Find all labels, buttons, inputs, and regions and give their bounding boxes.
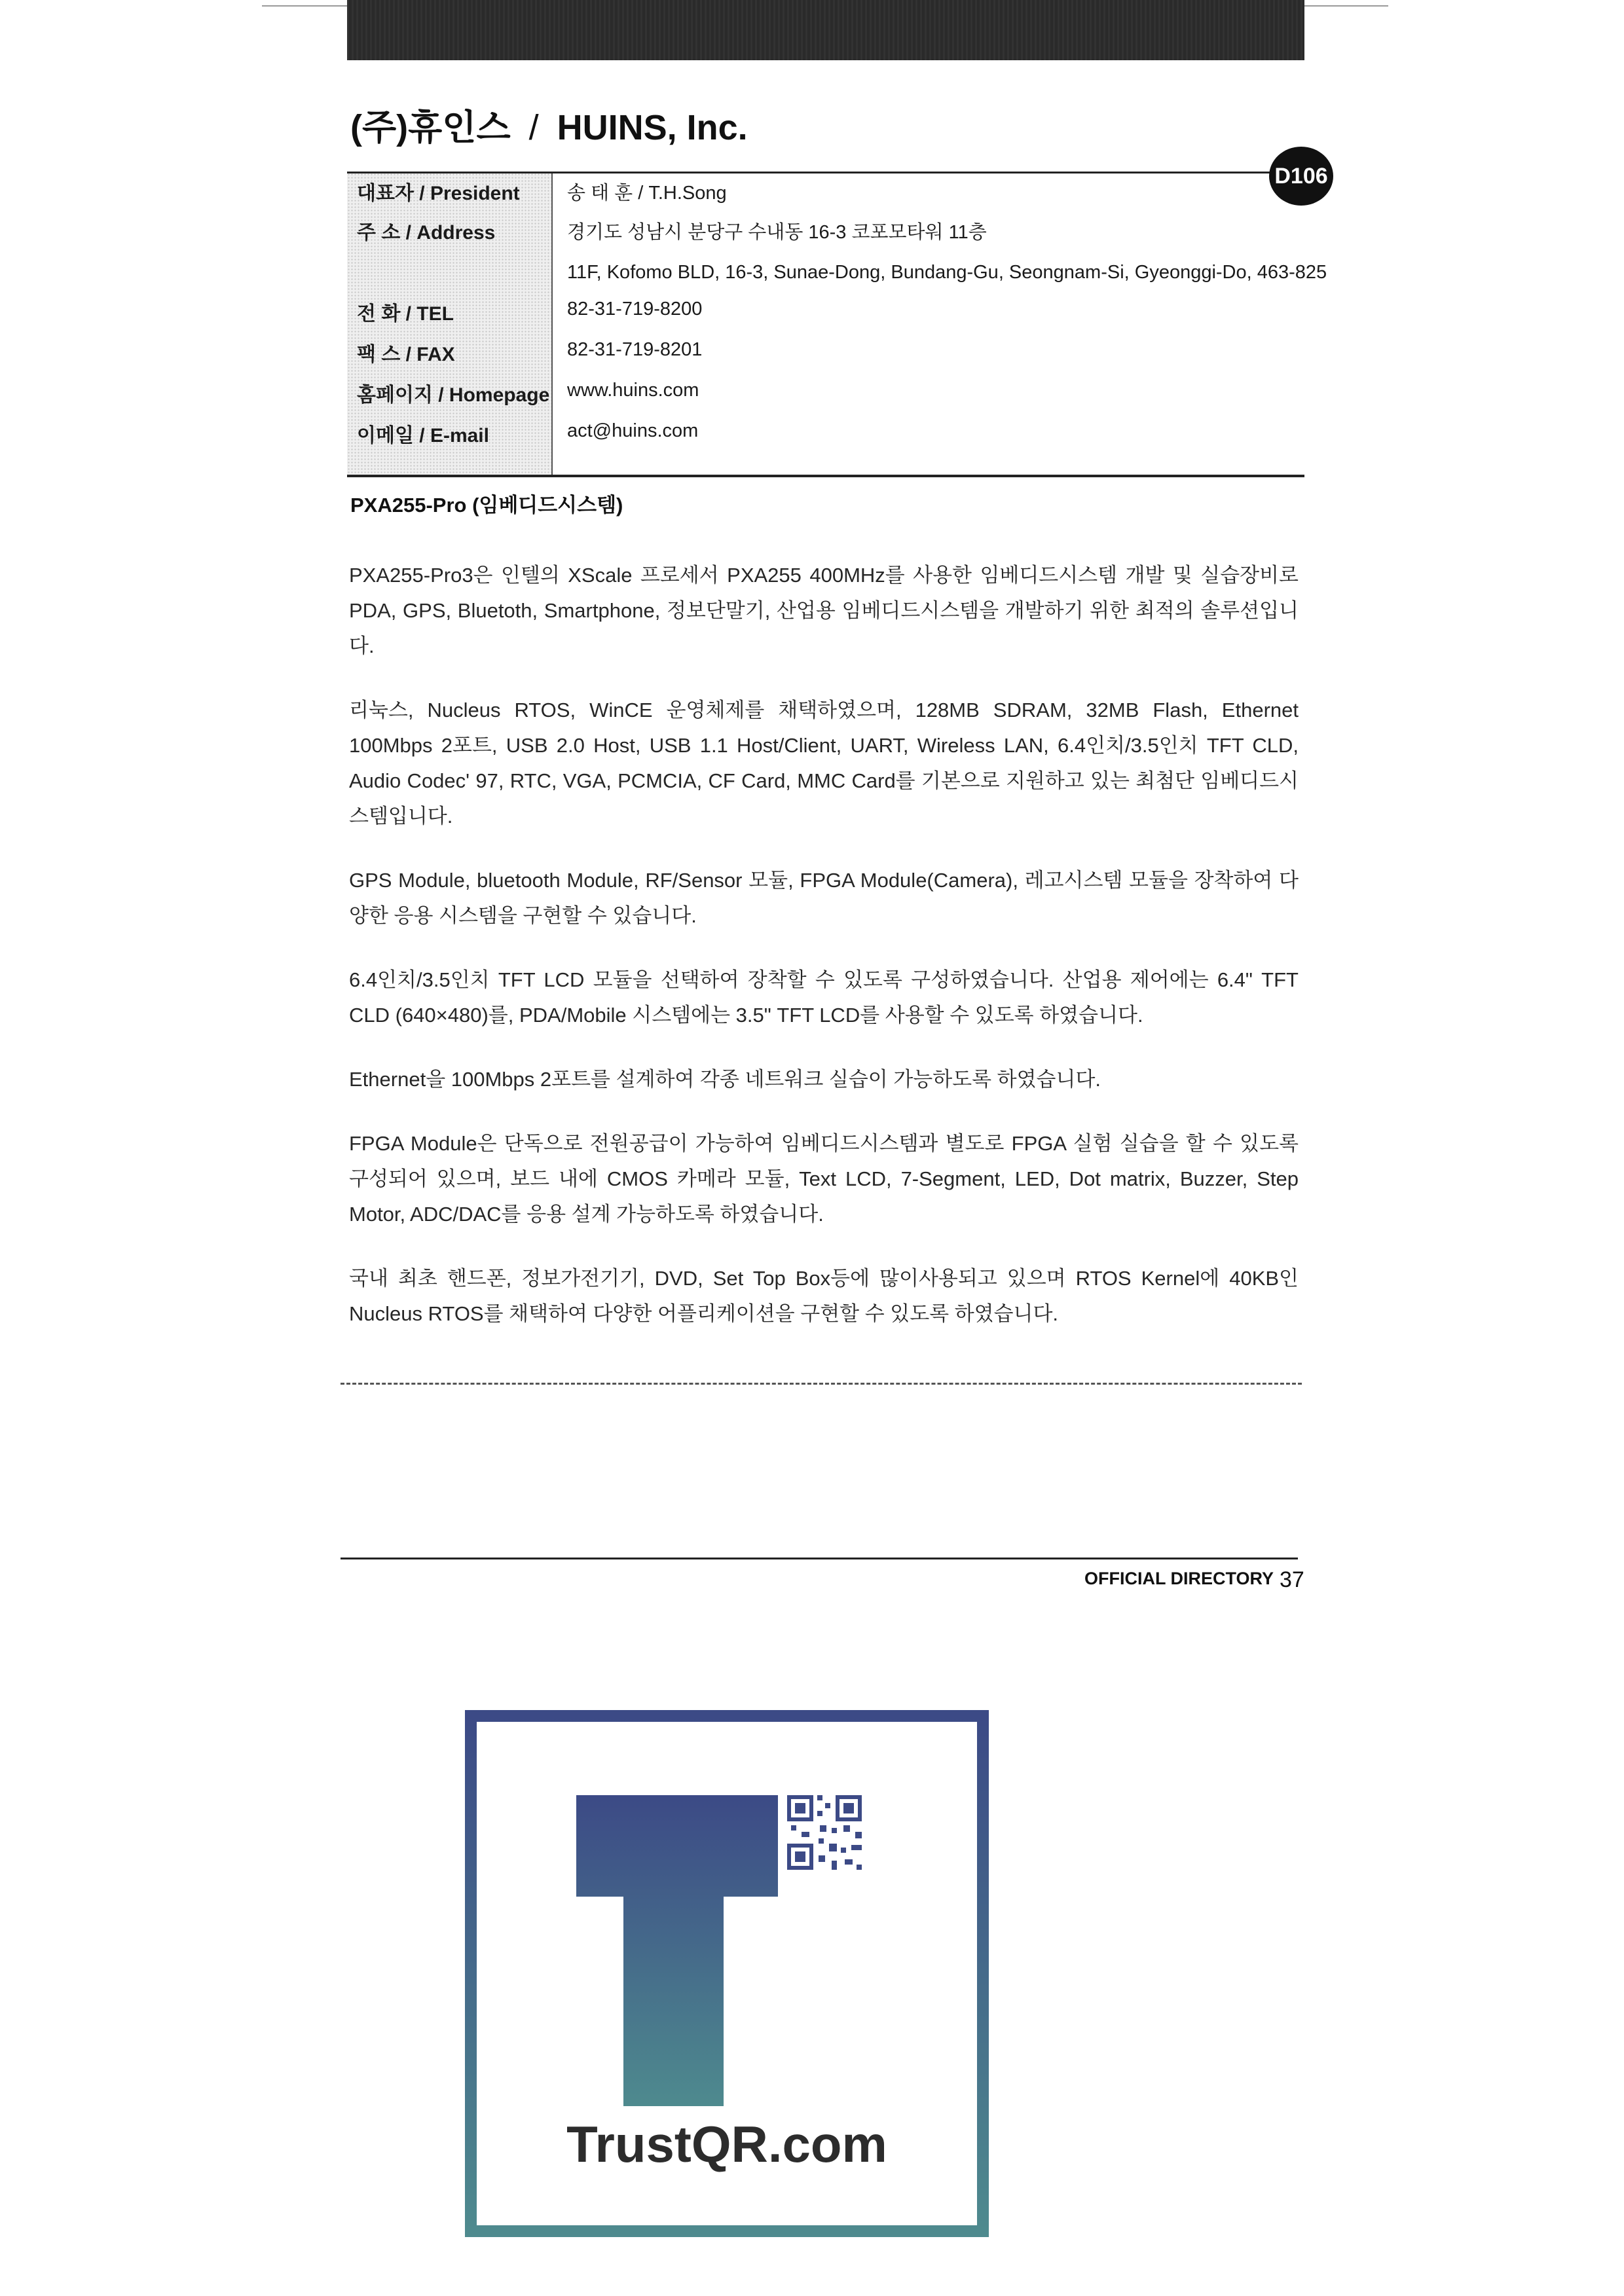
tel-value: 82-31-719-8200 xyxy=(567,299,703,319)
header-band xyxy=(347,0,1304,60)
info-row-email xyxy=(0,414,1624,453)
company-name-ko: (주)휴인스 xyxy=(350,108,511,147)
info-row-president xyxy=(0,172,1624,211)
product-description xyxy=(349,558,1299,1360)
fax-label: 팩 스 / FAX xyxy=(357,344,455,365)
company-separator: / xyxy=(528,108,539,147)
paragraph: Ethernet을 100Mbps 2포트를 설계하여 각종 네트워크 실습이 가능하도록 하였습니다. xyxy=(349,1068,1101,1091)
address-value-en: 11F, Kofomo BLD, 16-3, Sunae-Dong, Bundang-Gu, Seongnam-Si, Gyeonggi-Do, 463-825 xyxy=(567,262,1327,283)
email-value[interactable]: act@huins.com xyxy=(567,420,699,441)
footer-label: OFFICIAL DIRECTORY xyxy=(1084,1569,1274,1588)
president-value: 송 태 훈 / T.H.Song xyxy=(567,183,727,204)
info-row-tel xyxy=(0,292,1624,331)
address-value-ko: 경기도 성남시 분당구 수내동 16-3 코포모타워 11층 xyxy=(567,222,987,243)
paragraph: PXA255-Pro3은 인텔의 XScale 프로세서 PXA255 400MHz를 사용한 임베디드시스템 개발 및 실습장비로 PDA, GPS, Bluetoth, Smartphone, 정보단말기, 산업용 임베디드시스템을 개발하기 위한 최적의 솔루션입니다. xyxy=(349,564,1299,657)
company-title xyxy=(350,100,748,150)
paragraph: 리눅스, Nucleus RTOS, WinCE 운영체제를 채택하였으며, 128MB SDRAM, 32MB Flash, Ethernet 100Mbps 2포트, USB 2.0 Host, USB 1.1 Host/Client, UART, Wireless LAN, 6.4인치/3.5인치 TFT CLD, Audio Codec' 97, RTC, VGA, PCMCIA, CF Card, MMC Card를 기본으로 지원하고 있는 최첨단 임베디드시스템입니다. xyxy=(349,699,1299,828)
paragraph: 6.4인치/3.5인치 TFT LCD 모듈을 선택하여 장착할 수 있도록 구성하였습니다. 산업용 제어에는 6.4" TFT CLD (640×480)를, PDA/Mobile 시스템에는 3.5" TFT LCD를 사용할 수 있도록 하였습니다. xyxy=(349,968,1299,1027)
page-number: 37 xyxy=(1280,1567,1304,1592)
paragraph: 국내 최초 핸드폰, 정보가전기기, DVD, Set Top Box등에 많이사용되고 있으며 RTOS Kernel에 40KB인 Nucleus RTOS를 채택하여 다양한 어플리케이션을 구현할 수 있도록 하였습니다. xyxy=(349,1267,1299,1325)
homepage-value[interactable]: www.huins.com xyxy=(567,380,699,401)
directory-code-badge: D106 xyxy=(1269,147,1333,206)
paragraph: GPS Module, bluetooth Module, RF/Sensor 모듈, FPGA Module(Camera), 레고시스템 모듈을 장착하여 다양한 응용 시스템을 구현할 수 있습니다. xyxy=(349,869,1299,927)
section-dashed-divider xyxy=(341,1383,1302,1385)
footer-rule xyxy=(341,1558,1298,1559)
info-bottom-rule xyxy=(347,475,1304,477)
info-row-address xyxy=(0,211,1624,250)
fax-value: 82-31-719-8201 xyxy=(567,339,703,360)
homepage-label: 홈페이지 / Homepage xyxy=(357,384,550,406)
qr-code-icon xyxy=(787,1795,862,1870)
email-label: 이메일 / E-mail xyxy=(357,425,489,446)
logo-text: TrustQR.com xyxy=(566,2115,887,2173)
president-label: 대표자 / President xyxy=(357,183,520,204)
address-label: 주 소 / Address xyxy=(357,222,496,244)
info-row-homepage xyxy=(0,373,1624,412)
info-row-fax xyxy=(0,333,1624,372)
tel-label: 전 화 / TEL xyxy=(357,303,454,325)
t-letter-icon xyxy=(576,1795,778,2106)
company-name-en: HUINS, Inc. xyxy=(557,108,748,147)
paragraph: FPGA Module은 단독으로 전원공급이 가능하여 임베디드시스템과 별도로 FPGA 실험 실습을 할 수 있도록 구성되어 있으며, 보드 내에 CMOS 카메라 모듈, Text LCD, 7-Segment, LED, Dot matrix, Buzzer, Step Motor, ADC/DAC를 응용 설계 가능하도록 하였습니다. xyxy=(349,1132,1299,1226)
product-title: PXA255-Pro (임베디드시스템) xyxy=(350,494,623,517)
